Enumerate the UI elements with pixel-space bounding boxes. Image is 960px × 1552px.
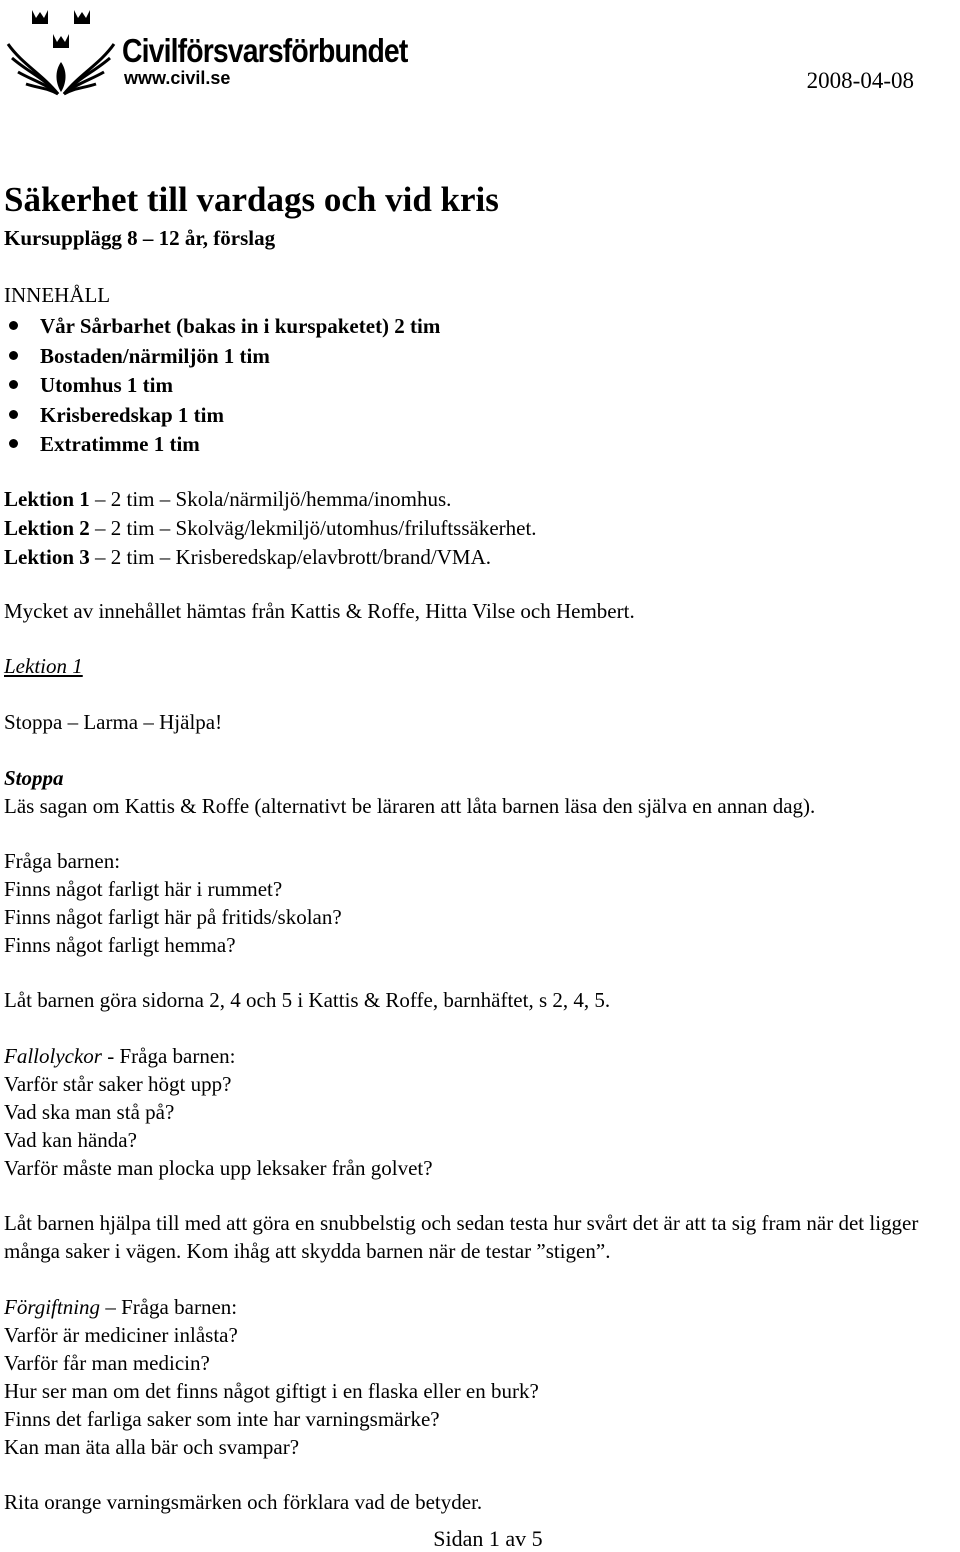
- contents-list: [0, 312, 440, 460]
- draw-task: Rita orange varningsmärken och förklara vad de betyder.: [4, 1490, 483, 1514]
- org-name: Civilförsvarsförbundet: [122, 32, 408, 69]
- question-item: Finns något farligt här i rummet?: [4, 877, 283, 901]
- crown-wings-emblem-icon: [2, 4, 120, 104]
- question-item: Vad kan hända?: [4, 1128, 137, 1152]
- question-item: Varför får man medicin?: [4, 1351, 210, 1375]
- contents-heading: INNEHÅLL: [4, 283, 111, 307]
- poison-heading-line: Förgiftning – Fråga barnen:: [4, 1295, 238, 1319]
- question-item: Hur ser man om det finns något giftigt i en flaska eller en burk?: [4, 1379, 539, 1403]
- list-item: Utomhus 1 tim: [0, 371, 440, 401]
- list-item: Bostaden/närmiljön 1 tim: [0, 342, 440, 372]
- poison-heading: Förgiftning: [4, 1295, 101, 1319]
- bullet-icon: [9, 439, 18, 448]
- page-number: Sidan 1 av 5: [433, 1526, 543, 1551]
- source-note: Mycket av innehållet hämtas från Kattis & Roffe, Hitta Vilse och Hembert.: [4, 599, 635, 623]
- question-item: Finns något farligt här på fritids/skolan?: [4, 905, 342, 929]
- question-item: Finns något farligt hemma?: [4, 933, 236, 957]
- question-item: Varför måste man plocka upp leksaker från golvet?: [4, 1156, 433, 1180]
- ask-label: Fråga barnen:: [4, 849, 121, 873]
- document-date: 2008-04-08: [806, 68, 914, 93]
- stoppa-text: Läs sagan om Kattis & Roffe (alternativt be läraren att låta barnen läsa den själva en annan dag).: [4, 794, 816, 818]
- bullet-icon: [9, 380, 18, 389]
- question-item: Varför är mediciner inlåsta?: [4, 1323, 238, 1347]
- list-item: Extratimme 1 tim: [0, 430, 440, 460]
- lesson-line-1: Lektion 1 – 2 tim – Skola/närmiljö/hemma/inomhus.: [4, 487, 452, 511]
- bullet-icon: [9, 321, 18, 330]
- question-item: Vad ska man stå på?: [4, 1100, 175, 1124]
- stoppa-heading: Stoppa: [4, 766, 64, 790]
- org-logo: [2, 4, 408, 104]
- org-url: www.civil.se: [124, 68, 231, 88]
- trip-task: Låt barnen hjälpa till med att göra en snubbelstig och sedan testa hur svårt det är att ta sig fram när det ligger många saker i vägen. Kom ihåg att skydda barnen när de testar ”stigen”.: [4, 1211, 919, 1263]
- lesson-line-3: Lektion 3 – 2 tim – Krisberedskap/elavbrott/brand/VMA.: [4, 545, 492, 569]
- lesson1-heading: Lektion 1: [4, 654, 83, 678]
- pages-task: Låt barnen göra sidorna 2, 4 och 5 i Kattis & Roffe, barnhäftet, s 2, 4, 5.: [4, 988, 611, 1012]
- lesson-line-2: Lektion 2 – 2 tim – Skolväg/lekmiljö/utomhus/friluftssäkerhet.: [4, 516, 537, 540]
- fall-heading: Fallolyckor: [4, 1044, 102, 1068]
- lesson1-motto: Stoppa – Larma – Hjälpa!: [4, 710, 223, 734]
- question-item: Finns det farliga saker som inte har varningsmärke?: [4, 1407, 440, 1431]
- question-item: Varför står saker högt upp?: [4, 1072, 232, 1096]
- document-title: Säkerhet till vardags och vid kris: [4, 180, 499, 219]
- question-item: Kan man äta alla bär och svampar?: [4, 1435, 300, 1459]
- bullet-icon: [9, 410, 18, 419]
- list-item: Vår Sårbarhet (bakas in i kurspaketet) 2 tim: [0, 312, 440, 342]
- fall-heading-line: Fallolyckor - Fråga barnen:: [4, 1044, 236, 1068]
- list-item: Krisberedskap 1 tim: [0, 401, 440, 431]
- document-subtitle: Kursupplägg 8 – 12 år, förslag: [4, 226, 276, 250]
- bullet-icon: [9, 351, 18, 360]
